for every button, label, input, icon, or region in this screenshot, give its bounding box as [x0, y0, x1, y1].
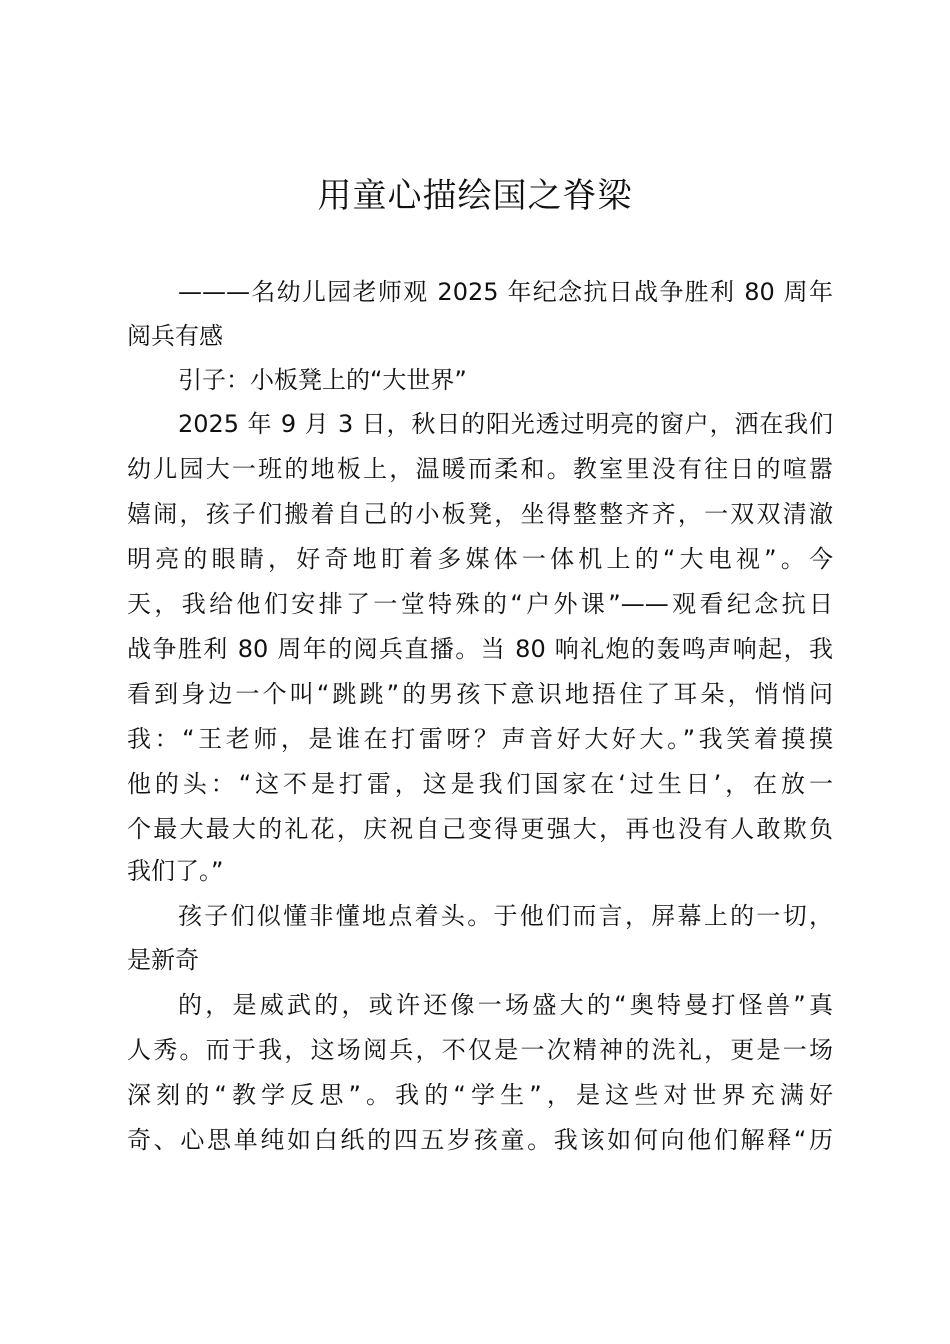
paragraph-line: 的，是威武的，或许还像一场盛大的“奥特曼打怪兽”真 [178, 991, 833, 1019]
paragraph-line: 幼儿园大一班的地板上，温暖而柔和。教室里没有往日的喧嚣 [127, 455, 833, 483]
paragraph-line: 孩子们似懂非懂地点着头。于他们而言，屏幕上的一切， [178, 902, 833, 930]
paragraph-line: 他的头：“这不是打雷，这是我们国家在‘过生日’，在放一 [127, 770, 833, 798]
paragraph-line: 战争胜利 80 周年的阅兵直播。当 80 响礼炮的轰鸣声响起，我 [127, 635, 833, 663]
paragraph-line: 人秀。而于我，这场阅兵，不仅是一次精神的洗礼，更是一场 [127, 1036, 833, 1064]
paragraph-line: 看到身边一个叫“跳跳”的男孩下意识地捂住了耳朵，悄悄问 [127, 680, 833, 708]
paragraph-line: 是新奇 [127, 946, 199, 974]
paragraph-line: 我：“王老师，是谁在打雷呀？声音好大好大。”我笑着摸摸 [127, 725, 833, 753]
paragraph-line: 我们了。” [127, 857, 224, 885]
paragraph-line: 嬉闹，孩子们搬着自己的小板凳，坐得整整齐齐，一双双清澈 [127, 500, 833, 528]
subtitle-line-2: 阅兵有感 [127, 322, 223, 350]
section-heading: 引子：小板凳上的“大世界” [178, 366, 467, 394]
paragraph-line: 天，我给他们安排了一堂特殊的“户外课”——观看纪念抗日 [127, 590, 833, 618]
paragraph-line: 深刻的“教学反思”。我的“学生”，是这些对世界充满好 [127, 1081, 833, 1109]
paragraph-line: 2025 年 9 月 3 日，秋日的阳光透过明亮的窗户，洒在我们 [178, 410, 833, 438]
paragraph-line: 奇、心思单纯如白纸的四五岁孩童。我该如何向他们解释“历 [127, 1126, 833, 1154]
document-title: 用童心描绘国之脊梁 [317, 176, 633, 216]
subtitle-line-1: ———名幼儿园老师观 2025 年纪念抗日战争胜利 80 周年 [178, 278, 833, 306]
paragraph-line: 个最大最大的礼花，庆祝自己变得更强大，再也没有人敢欺负 [127, 815, 833, 843]
paragraph-line: 明亮的眼睛，好奇地盯着多媒体一体机上的“大电视”。今 [127, 545, 833, 573]
